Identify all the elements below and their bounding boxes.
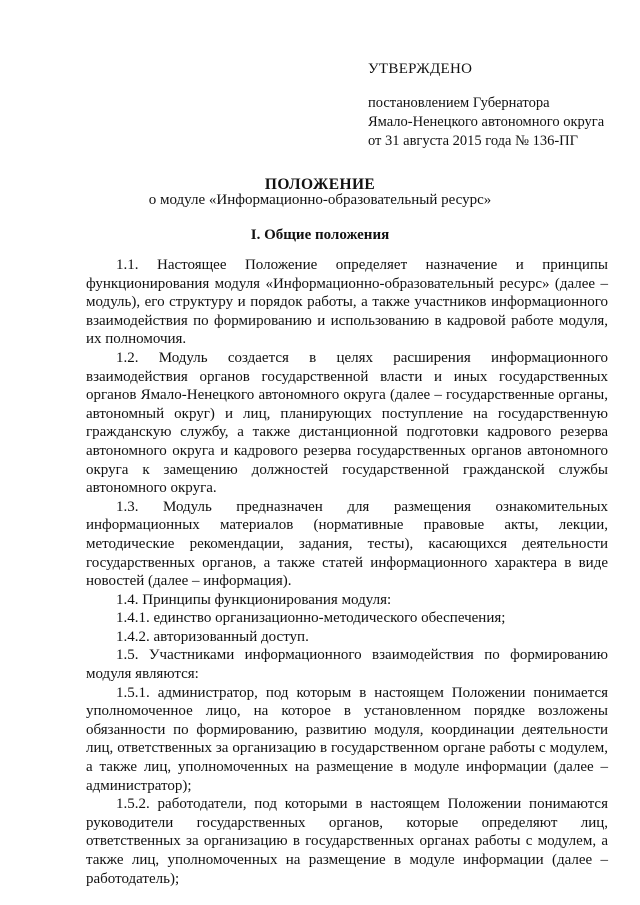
document-title: ПОЛОЖЕНИЕ xyxy=(264,176,376,193)
paragraph-1-5-2: 1.5.2. работодатели, под которыми в настоящем Положении понимаются руководители государственных органов, которые определяют лиц, ответственных за организацию в государственных органах работы с модулем, а также лиц, уполномоченных на размещение в модуле информации (далее – работодатель); xyxy=(86,796,608,887)
paragraph-1-3: 1.3. Модуль предназначен для размещения ознакомительных информационных материалов (нормативные правовые акты, лекции, методические рекомендации, задания, тесты), касающихся деятельности государственных органов, а также статей информационного характера в виде новостей (далее – информация). xyxy=(86,498,608,590)
paragraph-1-4-2: 1.4.2. авторизованный доступ. xyxy=(116,628,309,645)
paragraph-1-1: 1.1. Настоящее Положение определяет назначение и принципы функционирования модуля «Информационно-образовательный ресурс» (далее – модуль), его структуру и порядок работы, а также участников информационного взаимодействия по формированию и использованию в кадровой работе модуля, их полномочия. xyxy=(86,257,608,348)
approval-stamp xyxy=(368,60,638,151)
document-body xyxy=(86,256,608,888)
approval-line: постановлением Губернатора xyxy=(368,95,550,111)
approval-line: от 31 августа 2015 года № 136-ПГ xyxy=(368,133,579,149)
section-heading: I. Общие положения xyxy=(250,227,390,243)
document-subtitle: о модуле «Информационно-образовательный ресурс» xyxy=(148,192,492,208)
approval-heading: УТВЕРЖДЕНО xyxy=(368,61,473,77)
paragraph-1-5-1: 1.5.1. администратор, под которым в настоящем Положении понимается уполномоченное лицо, на которое в установленном порядке возложены обязанности по формированию, развитию модуля, координации деятельности лиц, ответственных за организацию в государственном органе работы с модулем, а также лиц, уполномоченных на размещение в модуле информации (далее – администратор); xyxy=(86,684,608,794)
approval-line: Ямало-Ненецкого автономного округа xyxy=(368,114,605,130)
paragraph-1-4-1: 1.4.1. единство организационно-методического обеспечения; xyxy=(116,610,506,627)
paragraph-1-2: 1.2. Модуль создается в целях расширения информационного взаимодействия органов государственной власти и иных государственных органов Ямало-Ненецкого автономного округа (далее – государственные органы, автономный округ) и лиц, планирующих поступление на государственную гражданскую службу, а также дистанционной подготовки кадрового резерва автономного округа и кадрового резерва государственных органов автономного округа к замещению должностей государственной гражданской службы автономного округа. xyxy=(86,349,608,497)
paragraph-1-5: 1.5. Участниками информационного взаимодействия по формированию модуля являются: xyxy=(86,647,608,683)
paragraph-1-4: 1.4. Принципы функционирования модуля: xyxy=(116,591,392,608)
